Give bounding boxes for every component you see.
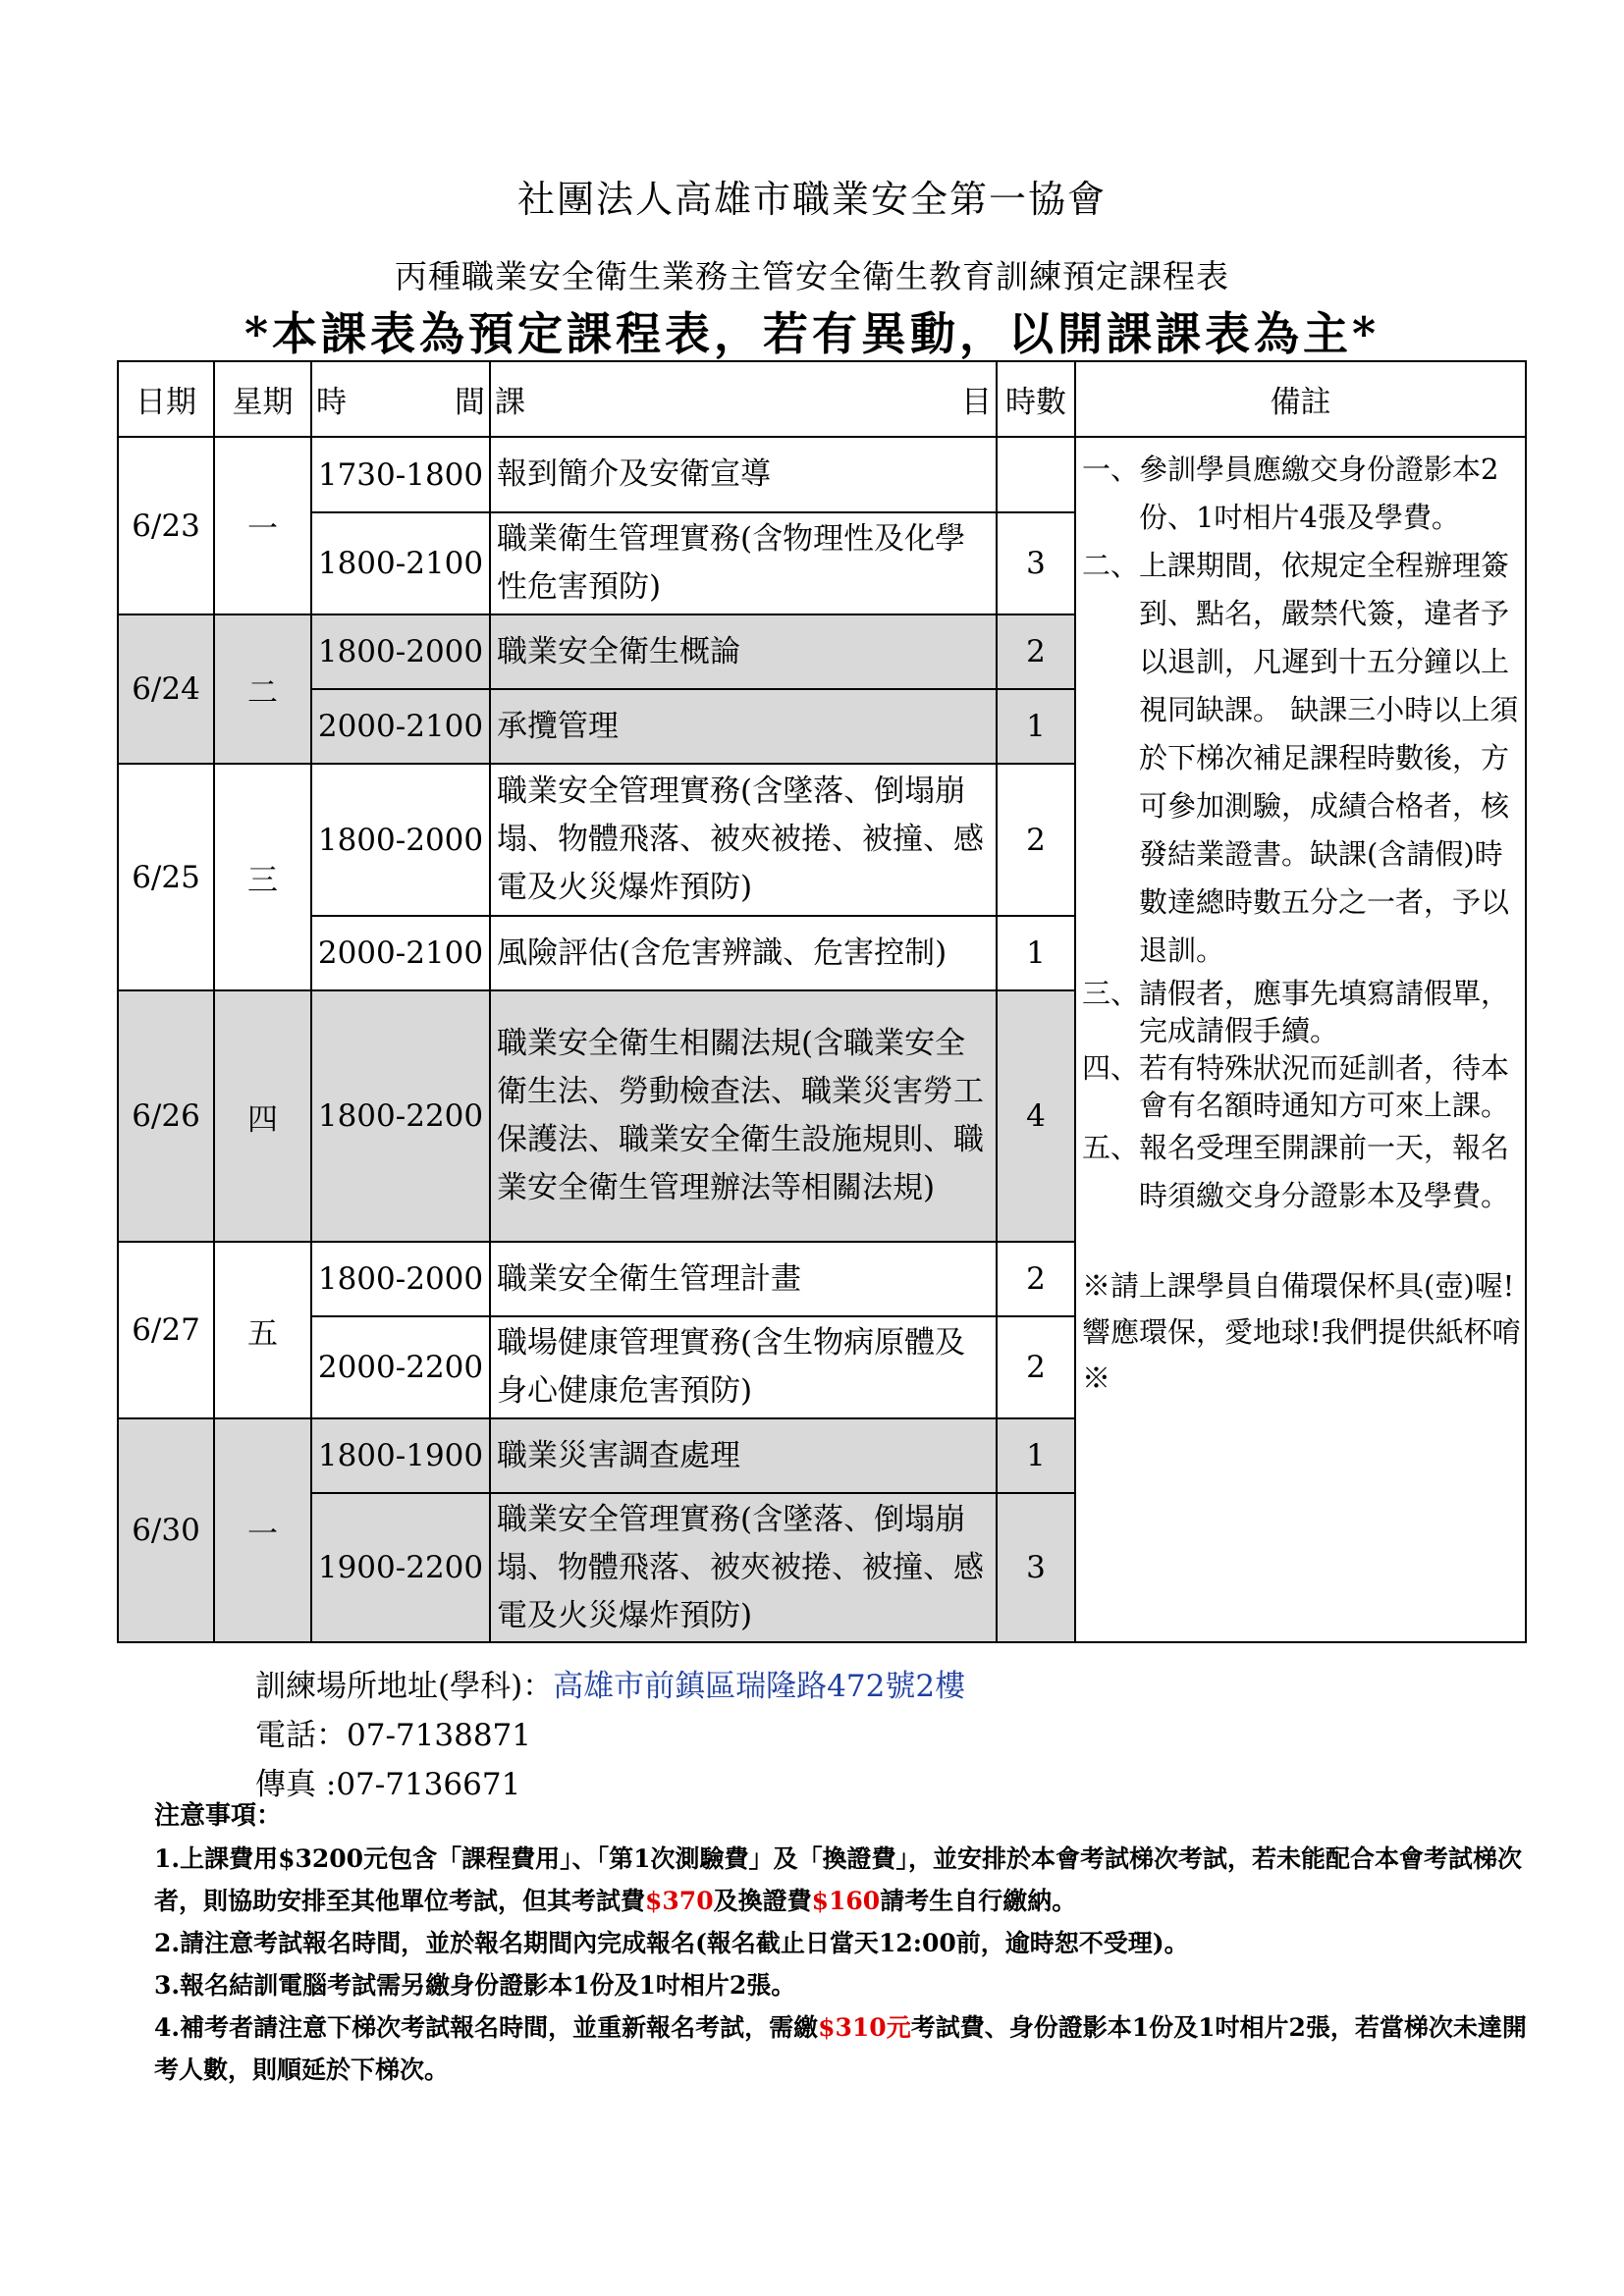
weekday-cell: 三 xyxy=(214,764,311,990)
header-remarks: 備註 xyxy=(1075,361,1526,437)
hours-cell: 4 xyxy=(997,990,1075,1242)
time-cell: 1800-2000 xyxy=(311,1242,490,1316)
remark-item: 二、上課期間，依規定全程辦理簽到、點名，嚴禁代簽，違者予以退訓，凡遲到十五分鐘以上視同缺課。 缺課三小時以上須於下梯次補足課程時數後，方可參加測驗，成績合格者，核發結業證書。缺課(含請假)時數達總時數五分之一者，予以退訓。 xyxy=(1082,549,1519,967)
notes-title: 注意事項： xyxy=(154,1801,283,1831)
course-cell: 職業安全衛生相關法規(含職業安全衛生法、勞動檢查法、職業災害勞工保護法、職業安全衛生設施規則、職業安全衛生管理辦法等相關法規) xyxy=(490,990,997,1242)
table-row xyxy=(118,437,1526,512)
course-cell: 承攬管理 xyxy=(490,689,997,764)
fax-value: 07-7136671 xyxy=(336,1767,521,1802)
note-item-3: 3.報名結訓電腦考試需另繳身份證影本1份及1吋相片2張。 xyxy=(154,1971,796,2000)
hours-cell: 1 xyxy=(997,916,1075,990)
remarks-list xyxy=(1082,446,1521,1220)
time-cell: 1900-2200 xyxy=(311,1493,490,1642)
weekday-cell: 一 xyxy=(214,437,311,614)
remark-item: 四、若有特殊狀況而延訓者，待本會有名額時通知方可來上課。 xyxy=(1082,1051,1510,1122)
date-cell: 6/23 xyxy=(118,437,214,614)
date-cell: 6/27 xyxy=(118,1242,214,1418)
address-value: 高雄市前鎮區瑞隆路472號2樓 xyxy=(553,1669,966,1704)
header-weekday: 星期 xyxy=(214,361,311,437)
org-title: 社團法人高雄市職業安全第一協會 xyxy=(516,178,1107,221)
time-cell: 1800-2200 xyxy=(311,990,490,1242)
note-4-fee: $310元 xyxy=(818,2013,911,2042)
note-1-text-a: 1.上課費用$3200元包含「課程費用」、「第1次測驗費」及「換證費」，並安排於本會考試梯次考試，若未能配合本會考試梯次者，則協助安排至其他單位考試，但其考試費 xyxy=(154,1844,1522,1915)
note-4-text-b: 考試費、身份證影本1份及1吋相片2張，若當梯次未達開考人數，則順延於下梯次。 xyxy=(154,2013,1527,2084)
note-4-text-a: 4.補考者請注意下梯次考試報名時間，並重新報名考試，需繳 xyxy=(154,2013,819,2042)
hours-cell: 3 xyxy=(997,1493,1075,1642)
course-cell: 職場健康管理實務(含生物病原體及身心健康危害預防) xyxy=(490,1316,997,1418)
weekday-cell: 四 xyxy=(214,990,311,1242)
hours-cell: 2 xyxy=(997,764,1075,916)
phone-line xyxy=(255,1710,531,1754)
schedule-notice: *本課表為預定課程表，若有異動，以開課課表為主* xyxy=(244,307,1380,360)
weekday-cell: 一 xyxy=(214,1418,311,1642)
header-time-left: 時 xyxy=(316,385,347,420)
note-1-renewal-fee: $160 xyxy=(811,1887,881,1915)
time-cell: 1800-2000 xyxy=(311,614,490,689)
eco-note: ※請上課學員自備環保杯具(壺)喔!響應環保，愛地球!我們提供紙杯唷※ xyxy=(1082,1269,1521,1395)
date-cell: 6/24 xyxy=(118,614,214,764)
course-cell: 報到簡介及安衛宣導 xyxy=(490,437,997,512)
fax-line xyxy=(255,1759,520,1803)
time-cell: 2000-2100 xyxy=(311,689,490,764)
address-line xyxy=(255,1661,965,1705)
address-label: 訓練場所地址(學科)： xyxy=(255,1669,554,1704)
time-cell: 2000-2200 xyxy=(311,1316,490,1418)
course-cell: 職業安全衛生概論 xyxy=(490,614,997,689)
date-cell: 6/26 xyxy=(118,990,214,1242)
note-item-4 xyxy=(154,2006,1529,2091)
header-course-left: 課 xyxy=(495,385,525,420)
time-cell: 2000-2100 xyxy=(311,916,490,990)
phone-label: 電話： xyxy=(255,1718,347,1753)
notes-list xyxy=(154,1838,1529,2091)
schedule-table xyxy=(117,360,1527,1643)
hours-cell: 1 xyxy=(997,1418,1075,1493)
remarks-cell xyxy=(1075,437,1526,1642)
weekday-cell: 二 xyxy=(214,614,311,764)
hours-cell: 3 xyxy=(997,512,1075,614)
header-course xyxy=(490,361,997,437)
remark-item: 五、報名受理至開課前一天，報名時須繳交身分證影本及學費。 xyxy=(1082,1131,1510,1212)
date-cell: 6/25 xyxy=(118,764,214,990)
phone-value: 07-7138871 xyxy=(347,1718,531,1753)
hours-cell xyxy=(997,437,1075,512)
time-cell: 1800-2000 xyxy=(311,764,490,916)
course-cell: 職業安全衛生管理計畫 xyxy=(490,1242,997,1316)
header-time-right: 間 xyxy=(455,385,485,420)
time-cell: 1800-2100 xyxy=(311,512,490,614)
hours-cell: 1 xyxy=(997,689,1075,764)
note-1-text-c: 請考生自行繳納。 xyxy=(880,1887,1077,1915)
remark-item: 三、請假者，應事先填寫請假單，完成請假手續。 xyxy=(1082,977,1510,1047)
hours-cell: 2 xyxy=(997,614,1075,689)
hours-cell: 2 xyxy=(997,1242,1075,1316)
header-time xyxy=(311,361,490,437)
fax-label: 傳真 : xyxy=(255,1767,337,1802)
note-item-1 xyxy=(154,1838,1529,1922)
course-cell: 職業安全管理實務(含墜落、倒塌崩塌、物體飛落、被夾被捲、被撞、感電及火災爆炸預防) xyxy=(490,1493,997,1642)
note-1-text-b: 及換證費 xyxy=(713,1887,812,1915)
header-course-right: 目 xyxy=(961,385,992,420)
note-item-2: 2.請注意考試報名時間，並於報名期間內完成報名(報名截止日當天12:00前，逾時恕不受理)。 xyxy=(154,1929,1189,1957)
time-cell: 1730-1800 xyxy=(311,437,490,512)
note-1-exam-fee: $370 xyxy=(645,1887,714,1915)
course-cell: 風險評估(含危害辨識、危害控制) xyxy=(490,916,997,990)
table-header-row xyxy=(118,361,1526,437)
header-date: 日期 xyxy=(118,361,214,437)
schedule-subtitle: 丙種職業安全衛生業務主管安全衛生教育訓練預定課程表 xyxy=(395,257,1229,295)
weekday-cell: 五 xyxy=(214,1242,311,1418)
time-cell: 1800-1900 xyxy=(311,1418,490,1493)
course-cell: 職業安全管理實務(含墜落、倒塌崩塌、物體飛落、被夾被捲、被撞、感電及火災爆炸預防) xyxy=(490,764,997,916)
hours-cell: 2 xyxy=(997,1316,1075,1418)
course-cell: 職業衛生管理實務(含物理性及化學性危害預防) xyxy=(490,512,997,614)
course-cell: 職業災害調查處理 xyxy=(490,1418,997,1493)
header-hours: 時數 xyxy=(997,361,1075,437)
date-cell: 6/30 xyxy=(118,1418,214,1642)
remark-item: 一、參訓學員應繳交身份證影本2份、1吋相片4張及學費。 xyxy=(1082,453,1499,534)
